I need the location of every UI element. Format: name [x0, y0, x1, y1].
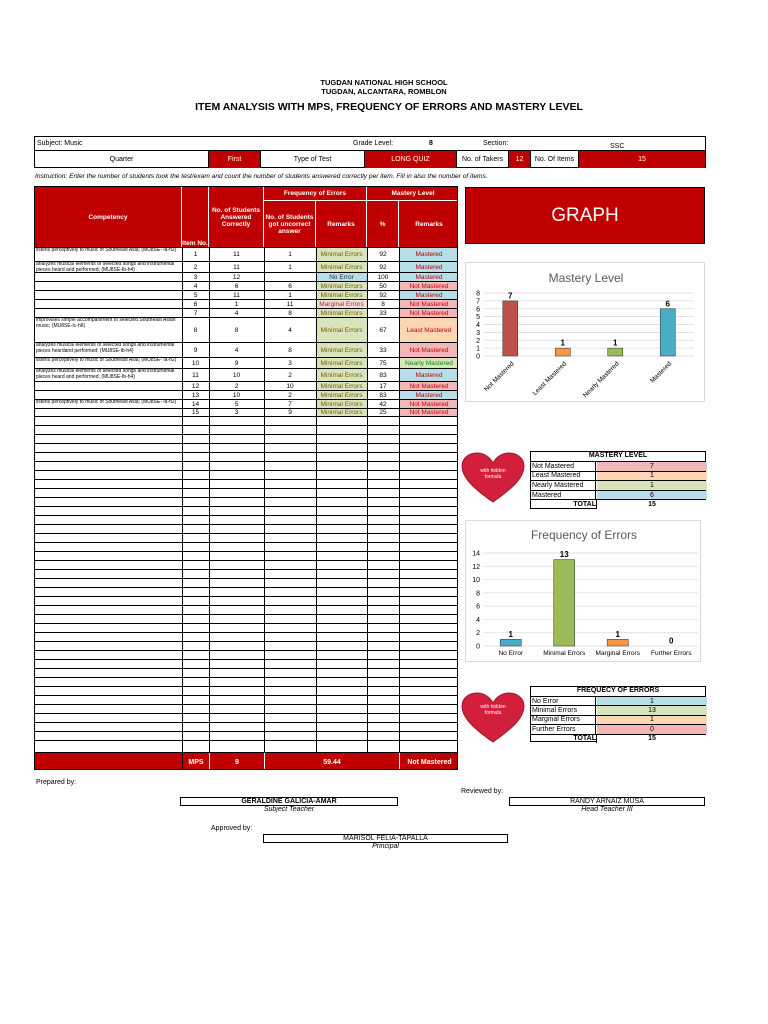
- y-tick-label: 8: [476, 290, 480, 298]
- y-tick-label: 2: [476, 630, 480, 638]
- bar: [608, 348, 623, 356]
- summary-row: [531, 471, 705, 481]
- data-label: 1: [560, 338, 565, 348]
- item-no-cell: 10: [191, 359, 200, 367]
- y-tick-label: 4: [476, 322, 480, 329]
- school-name: TUGDAN NATIONAL HIGH SCHOOL: [320, 78, 448, 87]
- table-row: [35, 408, 457, 416]
- mastery-level-table: [530, 451, 706, 509]
- empty-row[interactable]: [35, 713, 457, 722]
- empty-row[interactable]: [35, 533, 457, 542]
- empty-row[interactable]: [35, 641, 457, 650]
- empty-row[interactable]: [35, 722, 457, 731]
- page-title: ITEM ANALYSIS WITH MPS, FREQUENCY OF ERRORS AND MASTERY LEVEL: [195, 101, 583, 113]
- table-row: [35, 317, 457, 342]
- correct-count-cell[interactable]: 11: [233, 251, 240, 258]
- y-tick-label: 1: [476, 345, 480, 353]
- mastery-remark-cell: Not Mastered: [399, 400, 458, 408]
- percent-cell: 50: [379, 282, 387, 290]
- competency-cell: analyzes musical elements of selected songs and instrumental pieces heard and performed; (MU8SE-Ib-h4): [36, 368, 175, 380]
- reviewed-name: RANDY ARNAIZ MUSA: [509, 797, 705, 806]
- freq-table-title: FREQUECY OF ERRORS: [576, 687, 660, 694]
- school-address: TUGDAN, ALCANTARA, ROMBLON: [321, 87, 447, 96]
- y-tick-label: 2: [476, 337, 480, 345]
- wrong-count-cell: 1: [288, 251, 292, 258]
- takers-value[interactable]: 12: [509, 151, 531, 168]
- empty-row[interactable]: [35, 695, 457, 704]
- section-label: Section:: [483, 140, 509, 147]
- item-no-cell: 7: [193, 309, 198, 317]
- data-label: 13: [559, 550, 569, 560]
- error-remark-cell: Minimal Errors: [316, 309, 367, 317]
- empty-row[interactable]: [35, 542, 457, 551]
- mps-percent: 59.44: [264, 753, 399, 770]
- summary-value: 15: [597, 500, 707, 509]
- summary-label: Further Errors: [532, 725, 596, 733]
- summary-row: [531, 480, 705, 490]
- info-block: [34, 136, 706, 168]
- approved-role: Principal: [372, 843, 399, 850]
- takers-label: No. of Takers: [457, 151, 509, 168]
- summary-value: 7: [597, 462, 707, 471]
- y-tick-label: 8: [476, 590, 480, 598]
- mastery-remark-cell: Mastered: [399, 391, 458, 399]
- quarter-value[interactable]: First: [209, 151, 261, 168]
- percent-cell: 25: [379, 409, 387, 416]
- wrong-count-cell: 6: [288, 282, 292, 290]
- table-row: [35, 308, 457, 317]
- mastery-table-title: MASTERY LEVEL: [588, 452, 648, 459]
- subject-label: Subject: Music: [37, 140, 83, 147]
- item-no-cell: 3: [193, 273, 198, 281]
- percent-cell: 33: [379, 309, 387, 317]
- wrong-count-cell: 7: [288, 400, 292, 408]
- mastery-remark-cell: Not Mastered: [399, 409, 458, 416]
- error-remark-cell: Minimal Errors: [316, 409, 367, 416]
- summary-label: TOTAL: [531, 500, 597, 509]
- percent-cell: 92: [379, 251, 387, 258]
- instruction-text: Instruction: Enter the number of students took the test/exam and count the number of students answered correctly per item. Fill in also the number of items.: [35, 173, 488, 180]
- y-tick-label: 6: [476, 603, 480, 611]
- wrong-count-cell: 11: [286, 300, 294, 308]
- mps-row: [35, 752, 458, 770]
- wrong-count-cell: [264, 273, 316, 281]
- summary-row: [531, 696, 705, 705]
- empty-row[interactable]: [35, 479, 457, 488]
- table-row: [35, 357, 457, 368]
- percent-cell: 67: [379, 326, 387, 334]
- y-tick-label: 5: [476, 314, 480, 322]
- heart-text-2: with hidden formula: [480, 704, 506, 716]
- heart-icon: [460, 692, 526, 744]
- empty-row[interactable]: [35, 497, 457, 506]
- item-no-cell: 6: [193, 300, 198, 308]
- table-row: [35, 399, 457, 408]
- bar: [607, 639, 628, 646]
- chart-title: Frequency of Errors: [530, 528, 638, 542]
- correct-count-cell[interactable]: 10: [232, 391, 241, 399]
- summary-label: No Error: [532, 697, 596, 705]
- competency-cell: [35, 309, 182, 317]
- percent-cell: 83: [379, 391, 387, 399]
- bar: [555, 348, 570, 356]
- header-competency: Competency: [35, 187, 182, 247]
- competency-cell: [35, 273, 182, 281]
- empty-row[interactable]: [35, 569, 457, 578]
- test-type-value[interactable]: LONG QUIZ: [365, 151, 457, 168]
- error-remark-cell: Minimal Errors: [316, 291, 367, 299]
- frequency-chart-frame: [465, 520, 701, 662]
- empty-row[interactable]: [35, 650, 457, 659]
- error-remark-cell: No Error: [316, 273, 367, 281]
- error-remark-cell: Minimal Errors: [316, 262, 367, 272]
- y-tick-label: 0: [476, 643, 480, 651]
- percent-cell: 83: [379, 371, 387, 379]
- empty-row[interactable]: [35, 668, 457, 677]
- heart-formula-note-2: [460, 692, 526, 744]
- x-tick-label: No Error: [498, 650, 524, 657]
- item-no-cell: 15: [191, 409, 200, 416]
- error-remark-cell: Minimal Errors: [316, 318, 367, 342]
- approved-label: Approved by:: [211, 825, 253, 832]
- mps-remark: Not Mastered: [399, 753, 458, 770]
- y-tick-label: 12: [472, 563, 480, 571]
- item-no-cell: 5: [193, 291, 198, 299]
- empty-row[interactable]: [35, 560, 457, 569]
- reviewed-role: Head Teacher III: [581, 806, 633, 813]
- correct-count-cell[interactable]: 6: [234, 282, 239, 290]
- table-header: [35, 187, 457, 247]
- data-label: 6: [665, 299, 670, 309]
- x-tick-label: Nearly Mastered: [581, 360, 621, 400]
- item-no-cell: 9: [193, 346, 198, 354]
- error-remark-cell: Minimal Errors: [316, 391, 367, 399]
- chart-title: Mastery Level: [548, 271, 624, 285]
- total-row: [531, 734, 705, 743]
- summary-label: Nearly Mastered: [532, 481, 596, 490]
- prepared-role: Subject Teacher: [263, 806, 315, 813]
- empty-row[interactable]: [35, 596, 457, 605]
- mastery-remark-cell: Mastered: [399, 369, 458, 381]
- summary-label: Mastered: [532, 491, 596, 500]
- item-no-cell: 14: [191, 400, 200, 408]
- error-remark-cell: Minimal Errors: [316, 358, 367, 368]
- y-tick-label: 0: [476, 353, 480, 361]
- competency-cell: [35, 409, 182, 416]
- heart-text-1: with hidden formula: [480, 468, 506, 480]
- correct-count-cell[interactable]: 11: [233, 263, 240, 271]
- empty-row[interactable]: [35, 452, 457, 461]
- test-type-label: Type of Test: [261, 151, 365, 168]
- y-tick-label: 4: [476, 616, 480, 624]
- table-row: [35, 299, 457, 308]
- empty-row[interactable]: [35, 551, 457, 560]
- mastery-remark-cell: Not Mastered: [399, 282, 458, 290]
- item-no-cell: 4: [193, 282, 198, 290]
- bar: [503, 301, 518, 356]
- percent-cell: 75: [379, 359, 387, 367]
- prepared-name: GERALDINE GALICIA-AMAR: [180, 797, 398, 806]
- correct-count-cell[interactable]: 8: [234, 326, 239, 334]
- y-tick-label: 7: [476, 298, 480, 306]
- empty-row[interactable]: [35, 470, 457, 479]
- mastery-remark-cell: Least Mastered: [399, 318, 458, 342]
- reviewed-label: Reviewed by:: [461, 788, 504, 795]
- correct-count-cell[interactable]: 9: [234, 359, 239, 367]
- competency-cell: analyzes musical elements of selected songs and instrumental pieces heardand performed; (MU8SE-Ib-h4): [36, 342, 175, 354]
- correct-count-cell[interactable]: 4: [234, 346, 239, 354]
- header-percent: %: [367, 201, 399, 247]
- competency-cell: [35, 291, 182, 299]
- mastery-remark-cell: Mastered: [399, 262, 458, 272]
- header-frequency-errors: Frequency of Errors: [264, 187, 367, 201]
- wrong-count-cell: 4: [288, 326, 292, 334]
- item-no-cell: 1: [193, 251, 198, 258]
- header-uncorrect: No. of Students got uncorrect answer: [264, 201, 316, 247]
- empty-row[interactable]: [35, 434, 457, 443]
- correct-count-cell[interactable]: 10: [232, 371, 241, 379]
- item-no-cell: 8: [193, 326, 198, 334]
- y-tick-label: 14: [472, 550, 480, 558]
- x-tick-label: Not Mastered: [483, 360, 516, 394]
- error-remark-cell: Minimal Errors: [316, 248, 367, 261]
- heart-formula-note-1: [460, 452, 526, 504]
- empty-row[interactable]: [35, 677, 457, 686]
- empty-row[interactable]: [35, 740, 457, 749]
- empty-row[interactable]: [35, 686, 457, 695]
- item-no-cell: 12: [191, 382, 200, 390]
- x-tick-label: Least Mastered: [531, 360, 569, 398]
- table-row: [35, 368, 457, 381]
- frequency-errors-chart: [466, 521, 702, 663]
- empty-row[interactable]: [35, 416, 457, 425]
- x-tick-label: Mastered: [649, 360, 674, 385]
- mastery-remark-cell: Not Mastered: [399, 382, 458, 390]
- summary-value: 15: [597, 735, 707, 743]
- table-row: [35, 247, 457, 261]
- grade-label: Grade Level:: [353, 140, 394, 147]
- empty-row[interactable]: [35, 443, 457, 452]
- grade-value[interactable]: 8: [429, 140, 433, 147]
- wrong-count-cell: 8: [288, 346, 292, 354]
- competency-cell: [35, 300, 182, 308]
- correct-count-cell[interactable]: 2: [234, 382, 239, 390]
- mastery-remark-cell: Mastered: [399, 248, 458, 261]
- summary-label: Least Mastered: [532, 472, 596, 481]
- correct-count-cell[interactable]: 5: [234, 400, 239, 408]
- error-remark-cell: Minimal Errors: [316, 400, 367, 408]
- summary-row: [531, 715, 705, 724]
- competency-cell: listens perceptively to music of Southeast Asia; (MU8SE- Ia-h2): [36, 357, 177, 363]
- summary-value: 1: [597, 697, 707, 705]
- table-row: [35, 281, 457, 290]
- table-row: [35, 261, 457, 272]
- wrong-count-cell: 2: [288, 371, 292, 379]
- quarter-label: Quarter: [35, 151, 209, 168]
- items-value[interactable]: 15: [579, 151, 705, 168]
- bar: [660, 309, 675, 356]
- approved-name: MARISOL FELIA-TAPALLA: [263, 834, 508, 843]
- mastery-remark-cell: Not Mastered: [399, 309, 458, 317]
- item-analysis-table: [34, 186, 458, 770]
- table-row: [35, 290, 457, 299]
- percent-cell: 92: [379, 263, 387, 271]
- items-label: No. Of Items: [531, 151, 579, 168]
- wrong-count-cell: 1: [288, 263, 292, 271]
- empty-row[interactable]: [35, 704, 457, 713]
- competency-cell: [35, 382, 182, 390]
- error-remark-cell: Minimal Errors: [316, 382, 367, 390]
- table-row: [35, 342, 457, 357]
- mps-label: MPS: [182, 753, 209, 770]
- y-tick-label: 6: [476, 306, 480, 314]
- empty-row[interactable]: [35, 614, 457, 623]
- summary-label: Minimal Errors: [532, 706, 596, 714]
- header-remarks: Remarks: [316, 201, 367, 247]
- wrong-count-cell: 9: [288, 409, 292, 416]
- data-label: 1: [615, 629, 620, 639]
- graph-banner: GRAPH: [465, 187, 705, 244]
- percent-cell: 100: [377, 273, 389, 281]
- percent-cell: 42: [379, 400, 387, 408]
- mastery-remark-cell: Mastered: [399, 273, 458, 281]
- x-tick-label: Further Errors: [651, 650, 692, 657]
- data-label: 7: [508, 291, 513, 301]
- x-tick-label: Marginal Errors: [595, 650, 640, 657]
- error-remark-cell: Minimal Errors: [316, 369, 367, 381]
- data-label: 1: [613, 338, 618, 348]
- summary-row: [531, 461, 705, 471]
- table-row: [35, 272, 457, 281]
- empty-row[interactable]: [35, 731, 457, 740]
- header-item-no: Item No.: [182, 187, 209, 247]
- empty-row[interactable]: [35, 587, 457, 596]
- empty-row[interactable]: [35, 623, 457, 632]
- empty-row[interactable]: [35, 425, 457, 434]
- empty-row[interactable]: [35, 488, 457, 497]
- mps-value: 9: [209, 753, 264, 770]
- correct-count-cell[interactable]: 3: [234, 409, 239, 416]
- competency-cell: listens perceptively to music of Southeast Asia; (MU8SE- Ia-h2): [36, 247, 177, 253]
- mastery-level-chart: [466, 263, 706, 403]
- summary-row: [531, 724, 705, 733]
- empty-row[interactable]: [35, 515, 457, 524]
- data-label: 0: [669, 636, 674, 646]
- wrong-count-cell: 10: [286, 382, 294, 390]
- competency-cell: [35, 391, 182, 399]
- empty-row[interactable]: [35, 605, 457, 614]
- empty-row[interactable]: [35, 506, 457, 515]
- summary-label: Not Mastered: [532, 462, 596, 471]
- mastery-remark-cell: Not Mastered: [399, 343, 458, 357]
- prepared-label: Prepared by:: [36, 779, 77, 786]
- item-no-cell: 13: [191, 391, 200, 399]
- summary-value: 1: [597, 472, 707, 481]
- summary-label: Marginal Errors: [532, 716, 596, 724]
- item-no-cell: 11: [192, 371, 199, 379]
- error-remark-cell: Minimal Errors: [316, 343, 367, 357]
- summary-row: [531, 705, 705, 714]
- summary-value: 6: [597, 491, 707, 500]
- summary-label: TOTAL: [531, 735, 597, 743]
- competency-cell: listens perceptively to music of Southeast Asia; (MU8SE- Ia-h2): [36, 399, 177, 405]
- error-remark-cell: Minimal Errors: [316, 282, 367, 290]
- percent-cell: 92: [379, 291, 387, 299]
- empty-row[interactable]: [35, 524, 457, 533]
- percent-cell: 8: [381, 300, 385, 308]
- wrong-count-cell: 3: [288, 359, 292, 367]
- wrong-count-cell: 2: [288, 391, 292, 399]
- empty-row[interactable]: [35, 659, 457, 668]
- percent-cell: 17: [379, 382, 387, 390]
- error-remark-cell: Marginal Errors: [316, 300, 367, 308]
- correct-count-cell[interactable]: 1: [234, 300, 239, 308]
- mastery-remark-cell: Nearly Mastered: [399, 358, 458, 368]
- empty-row[interactable]: [35, 461, 457, 470]
- wrong-count-cell: 8: [288, 309, 292, 317]
- correct-count-cell[interactable]: 11: [233, 291, 240, 299]
- mastery-remark-cell: Not Mastered: [399, 300, 458, 308]
- summary-value: 13: [597, 706, 707, 714]
- y-tick-label: 3: [476, 329, 480, 337]
- summary-row: [531, 490, 705, 500]
- correct-count-cell[interactable]: 4: [234, 309, 239, 317]
- item-no-cell: 2: [193, 263, 198, 271]
- competency-cell: improvises simple accompaniment to selected Southeast Asian music; (MU8SE-Ic-h6): [36, 317, 176, 329]
- header-mastery-remarks: Remarks: [415, 220, 443, 228]
- table-row: [35, 381, 457, 390]
- mastery-remark-cell: Mastered: [399, 291, 458, 299]
- mastery-chart-frame: [465, 262, 705, 402]
- bar: [554, 560, 575, 646]
- frequency-errors-table: [530, 686, 706, 742]
- empty-row[interactable]: [35, 632, 457, 641]
- x-tick-label: Minimal Errors: [543, 650, 586, 657]
- header-mastery-level: Mastery Level: [367, 187, 458, 201]
- header-correct: No. of Students Answered Correctly: [209, 187, 264, 247]
- section-value[interactable]: SSC: [610, 143, 625, 150]
- y-tick-label: 10: [472, 577, 480, 585]
- data-label: 1: [508, 629, 513, 639]
- summary-value: 1: [597, 481, 707, 490]
- wrong-count-cell: 1: [288, 291, 292, 299]
- correct-count-cell[interactable]: 12: [232, 273, 241, 281]
- competency-cell: [35, 282, 182, 290]
- empty-row[interactable]: [35, 578, 457, 587]
- summary-value: 0: [597, 725, 707, 733]
- summary-value: 1: [597, 716, 707, 724]
- bar: [500, 639, 521, 646]
- table-row: [35, 390, 457, 399]
- competency-cell: analyzes musical elements of selected songs and instrumental pieces heard and performed; (MU8SE-Ib-h4): [36, 261, 175, 273]
- percent-cell: 33: [379, 346, 387, 354]
- total-row: [531, 499, 705, 509]
